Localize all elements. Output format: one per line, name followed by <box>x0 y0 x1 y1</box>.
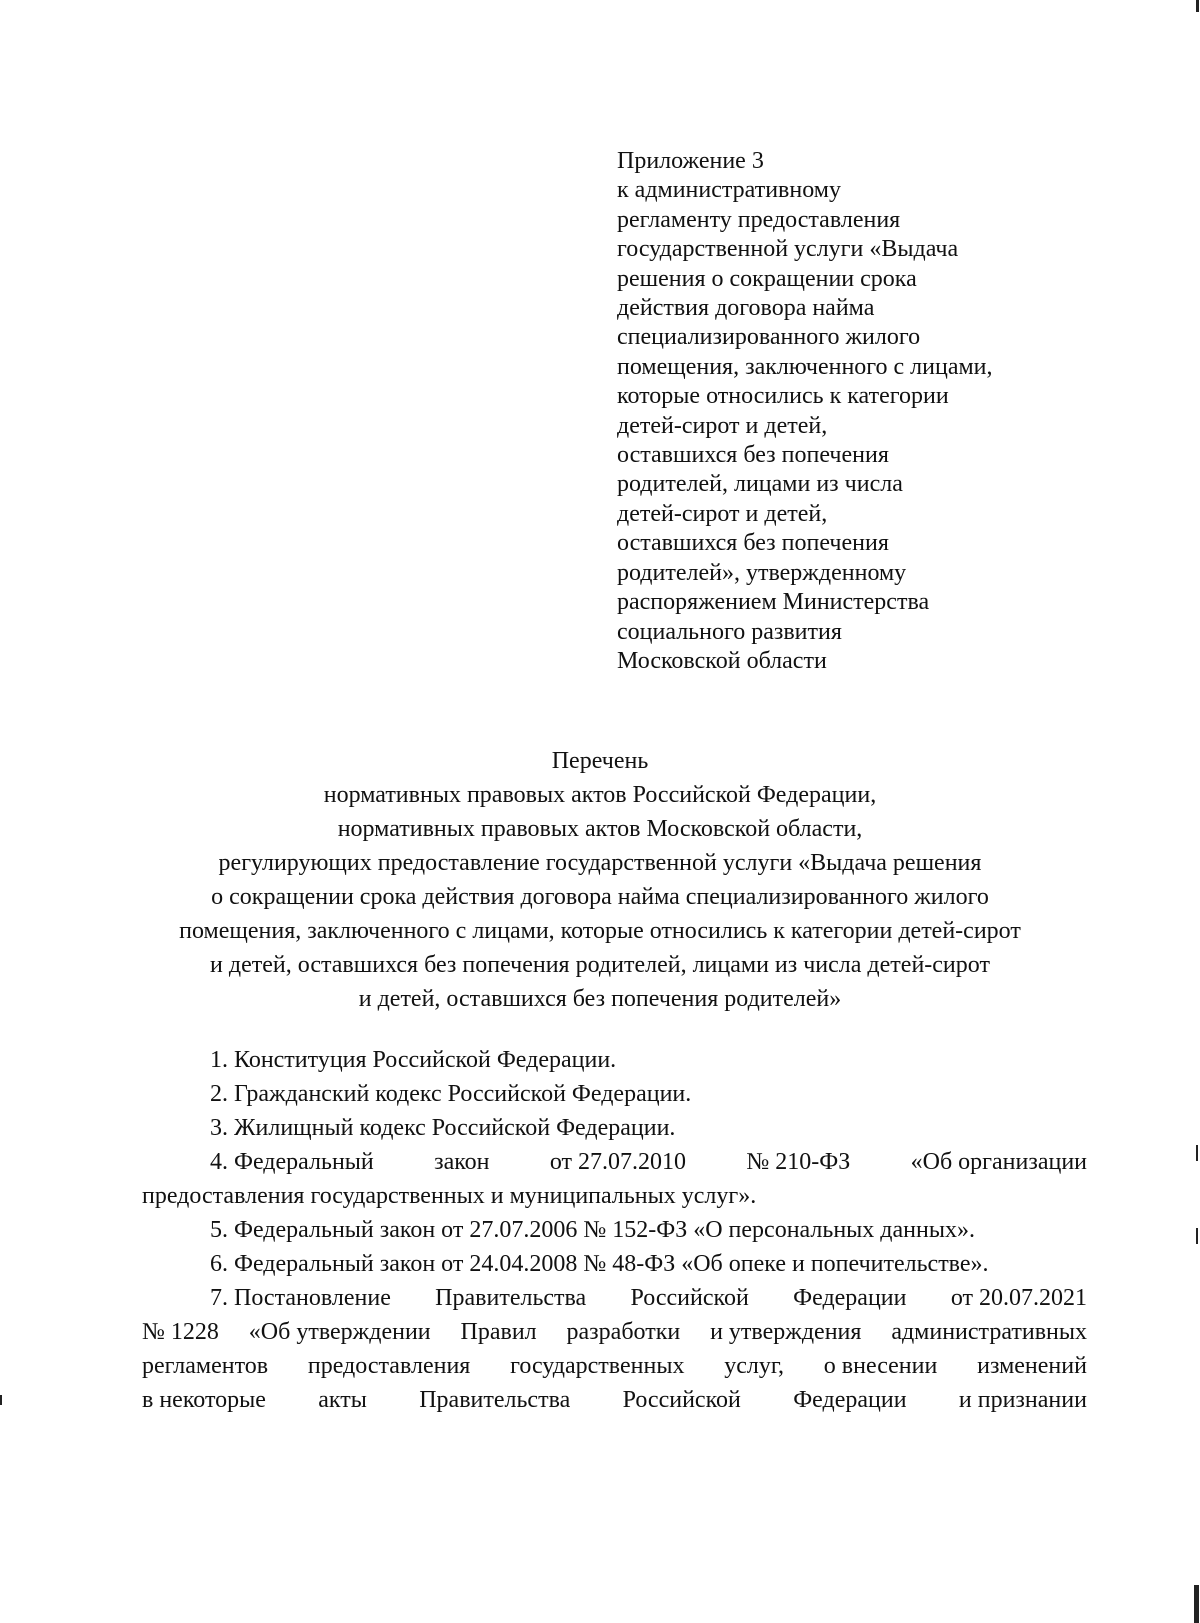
list-item-5: 5. Федеральный закон от 27.07.2006 № 152-ФЗ «О персональных данных». <box>210 1217 975 1243</box>
list-item-7-line-2 <box>142 1315 1087 1349</box>
title-line: помещения, заключенного с лицами, которые относились к категории детей-сирот <box>179 918 1021 944</box>
title-heading: Перечень <box>551 748 649 774</box>
list-word: изменений <box>977 1353 1087 1379</box>
appendix-line: решения о сокращении срока <box>617 265 917 292</box>
appendix-line: к административному <box>617 177 841 204</box>
appendix-line: Приложение 3 <box>617 148 764 174</box>
appendix-line: специализированного жилого <box>617 324 921 351</box>
list-word: «Об утверждении <box>248 1319 431 1345</box>
scan-edge-mark-bottom <box>1194 1585 1199 1623</box>
appendix-line: социального развития <box>617 618 842 645</box>
list-word: «Об организации <box>910 1149 1087 1175</box>
appendix-line: помещения, заключенного с лицами, <box>617 353 993 380</box>
appendix-line: действия договора найма <box>617 295 875 322</box>
list-word: государственных <box>510 1353 685 1379</box>
list-word: услуг, <box>724 1353 784 1379</box>
appendix-line: оставшихся без попечения <box>617 442 889 469</box>
appendix-line: которые относились к категории <box>617 383 949 410</box>
scan-edge-mark-right-2 <box>1196 1228 1198 1244</box>
list-word: № 1228 <box>142 1319 219 1345</box>
appendix-line: распоряжением Министерства <box>617 589 930 616</box>
scan-edge-mark-right <box>1196 1145 1198 1161</box>
appendix-line: оставшихся без попечения <box>617 530 889 557</box>
list-word: Федерации <box>793 1387 907 1413</box>
list-item-7-line-3 <box>142 1349 1087 1383</box>
appendix-line: родителей, лицами из числа <box>617 471 903 498</box>
list-word: предоставления <box>307 1353 471 1379</box>
list-word: Российской <box>630 1285 749 1311</box>
list-item-7-line-1 <box>142 1281 1087 1315</box>
list-item-1: 1. Конституция Российской Федерации. <box>210 1047 617 1073</box>
title-line: и детей, оставшихся без попечения родителей, лицами из числа детей-сирот <box>210 952 990 978</box>
list-item-7-line-4 <box>142 1383 1087 1417</box>
list-word: № 210-ФЗ <box>746 1149 851 1175</box>
list-item-2: 2. Гражданский кодекс Российской Федерации. <box>210 1081 692 1107</box>
document-title <box>120 744 1080 1016</box>
list-word: закон <box>434 1149 490 1175</box>
list-word: акты <box>318 1387 367 1413</box>
title-line: нормативных правовых актов Российской Федерации, <box>323 782 877 808</box>
appendix-line: детей-сирот и детей, <box>617 500 828 527</box>
list-word: административных <box>891 1319 1087 1345</box>
title-line: и детей, оставшихся без попечения родителей» <box>358 986 842 1012</box>
list-word: Правительства <box>419 1387 571 1413</box>
list-word: Федерации <box>793 1285 907 1311</box>
list-word: регламентов <box>142 1353 269 1379</box>
list-word: разработки <box>566 1319 681 1345</box>
appendix-line: Московской области <box>617 647 827 674</box>
list-word: 7. Постановление <box>210 1285 391 1311</box>
title-line: нормативных правовых актов Московской области, <box>337 816 863 842</box>
list-item-6: 6. Федеральный закон от 24.04.2008 № 48-ФЗ «Об опеке и попечительстве». <box>210 1251 989 1277</box>
list-word: и признании <box>958 1387 1087 1413</box>
list-word: и утверждения <box>710 1319 862 1345</box>
list-word: Российской <box>622 1387 741 1413</box>
appendix-line: родителей», утвержденному <box>617 559 907 586</box>
legal-acts-list <box>142 1043 1087 1417</box>
appendix-line: государственной услуги «Выдача <box>617 236 959 263</box>
appendix-line: регламенту предоставления <box>617 206 901 233</box>
list-item-4-line-2: предоставления государственных и муниципальных услуг». <box>142 1183 757 1209</box>
list-word: от 20.07.2021 <box>950 1285 1087 1311</box>
title-line: о сокращении срока действия договора найма специализированного жилого <box>211 884 989 910</box>
list-word: Правил <box>460 1319 537 1345</box>
list-item-3: 3. Жилищный кодекс Российской Федерации. <box>210 1115 676 1141</box>
scan-edge-mark-left <box>0 1395 2 1405</box>
list-word: о внесении <box>823 1353 938 1379</box>
appendix-line: детей-сирот и детей, <box>617 412 828 439</box>
scan-edge-mark-top <box>1196 0 1199 12</box>
list-word: 4. Федеральный <box>210 1149 374 1175</box>
list-item-4-line-1 <box>142 1145 1087 1179</box>
list-word: от 27.07.2010 <box>549 1149 687 1175</box>
title-line: регулирующих предоставление государственной услуги «Выдача решения <box>218 850 982 876</box>
list-word: Правительства <box>435 1285 587 1311</box>
appendix-header <box>617 147 1117 676</box>
list-word: в некоторые <box>142 1387 266 1413</box>
